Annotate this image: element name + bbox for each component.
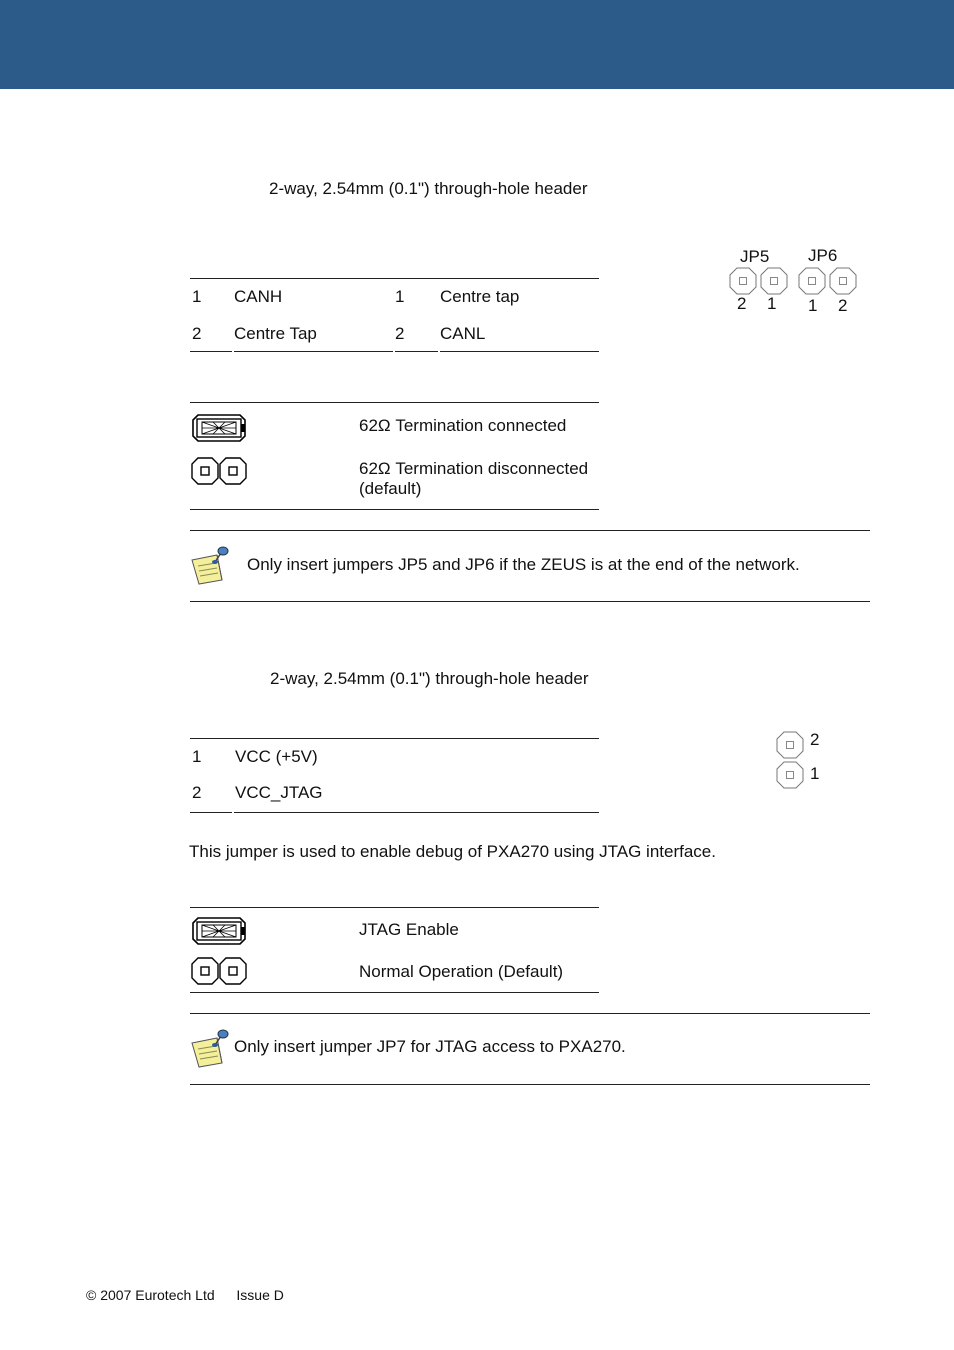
issue-label: Issue D — [236, 1287, 284, 1303]
jumper-desc: 62Ω Termination connected — [359, 416, 567, 435]
jumper-open-icon — [191, 456, 247, 486]
signal-name: Centre tap — [440, 287, 520, 306]
table-rule — [190, 738, 599, 739]
footer — [86, 1287, 284, 1303]
jp6-label: JP6 — [808, 246, 838, 265]
table-rule — [234, 812, 599, 813]
pin-number: 2 — [192, 324, 202, 343]
note-rule — [190, 601, 870, 602]
note-icon — [189, 1029, 229, 1069]
table-rule — [440, 351, 599, 352]
pin-number: 2 — [395, 324, 405, 343]
pin-label: 2 — [737, 294, 747, 313]
pin-label: 1 — [808, 296, 818, 315]
header-banner — [0, 0, 954, 89]
signal-name: CANL — [440, 324, 486, 343]
signal-name: VCC_JTAG — [235, 783, 323, 802]
jumper-description: This jumper is used to enable debug of PXA270 using JTAG interface. — [189, 842, 716, 861]
table-rule — [190, 351, 232, 352]
note-icon — [189, 546, 229, 586]
signal-name: Centre Tap — [234, 324, 317, 343]
pin-label: 1 — [767, 294, 777, 313]
jumper-open-icon — [191, 956, 247, 986]
note-rule — [190, 1013, 870, 1014]
signal-name: VCC (+5V) — [235, 747, 318, 766]
table-rule — [395, 351, 438, 352]
table-rule — [190, 402, 599, 403]
jumper-desc: Normal Operation (Default) — [359, 962, 564, 981]
table-rule — [190, 812, 232, 813]
note-text: Only insert jumpers JP5 and JP6 if the ZEUS is at the end of the network. — [247, 555, 800, 574]
copyright: © 2007 Eurotech Ltd — [86, 1287, 215, 1303]
note-rule — [190, 1084, 870, 1085]
jp5-label: JP5 — [740, 247, 770, 266]
jumper-fitted-icon — [191, 413, 247, 443]
table-rule — [190, 509, 599, 510]
pin-label: 1 — [810, 764, 820, 783]
header-spec: 2-way, 2.54mm (0.1") through-hole header — [269, 179, 588, 198]
pin-number: 1 — [395, 287, 405, 306]
table-rule — [190, 907, 599, 908]
table-rule — [234, 351, 393, 352]
pin-number: 1 — [192, 287, 202, 306]
pin-number: 1 — [192, 747, 202, 766]
header-pin-icon — [729, 267, 757, 295]
note-rule — [190, 530, 870, 531]
header-pin-icon — [798, 267, 826, 295]
pin-label: 2 — [810, 730, 820, 749]
header-pin-icon — [776, 731, 804, 759]
jumper-desc: 62Ω Termination disconnected — [359, 459, 589, 478]
signal-name: CANH — [234, 287, 283, 306]
table-rule — [190, 992, 599, 993]
header-spec: 2-way, 2.54mm (0.1") through-hole header — [270, 669, 589, 688]
note-text: Only insert jumper JP7 for JTAG access to PXA270. — [234, 1037, 626, 1056]
pin-number: 2 — [192, 783, 202, 802]
jumper-fitted-icon — [191, 916, 247, 946]
jumper-desc: (default) — [359, 479, 422, 498]
jumper-desc: JTAG Enable — [359, 920, 459, 939]
header-pin-icon — [760, 267, 788, 295]
table-rule — [190, 278, 599, 279]
pin-label: 2 — [838, 296, 848, 315]
header-pin-icon — [776, 761, 804, 789]
header-pin-icon — [829, 267, 857, 295]
